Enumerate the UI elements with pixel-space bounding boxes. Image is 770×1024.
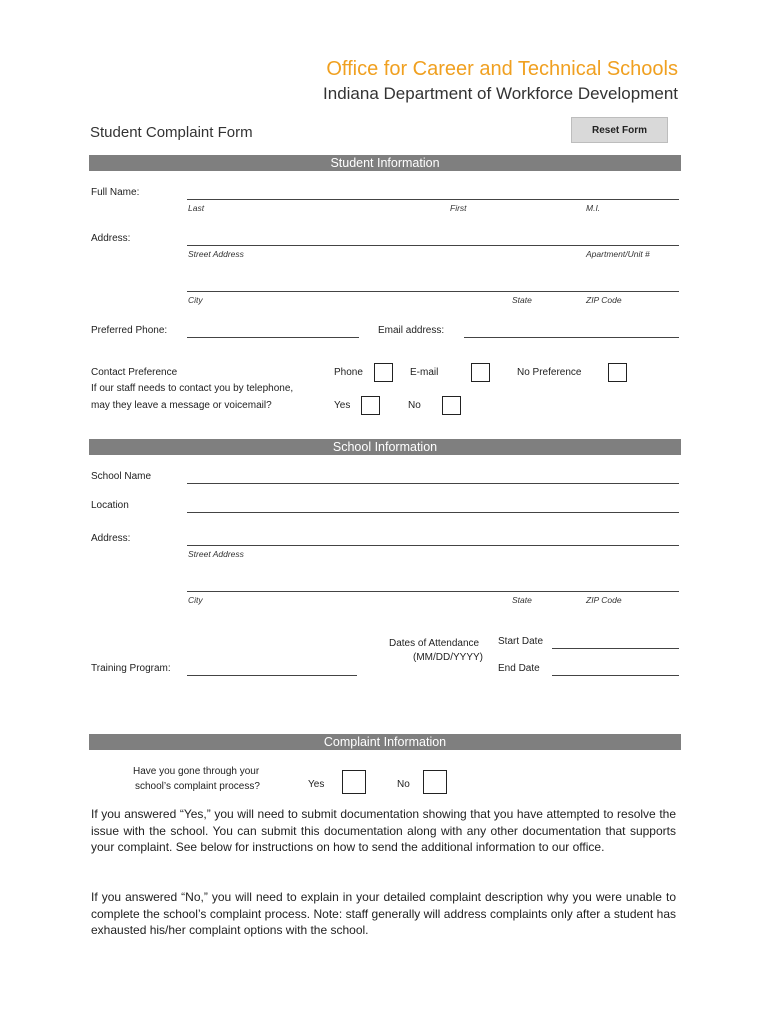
preferred-phone-label: Preferred Phone: [91, 325, 168, 336]
zip-caption: ZIP Code [586, 295, 622, 305]
school-zip-caption: ZIP Code [586, 595, 622, 605]
school-address-label: Address: [91, 533, 131, 544]
apartment-caption: Apartment/Unit # [586, 249, 650, 259]
voicemail-yes-checkbox[interactable] [361, 396, 380, 415]
end-date-field[interactable] [552, 675, 679, 676]
last-name-caption: Last [188, 203, 205, 213]
first-name-caption: First [450, 203, 467, 213]
school-name-label: School Name [91, 471, 152, 482]
complaint-process-question-line2: school’s complaint process? [135, 781, 260, 792]
full-name-label: Full Name: [91, 187, 140, 198]
complaint-information-header: Complaint Information [89, 734, 681, 750]
contact-phone-checkbox[interactable] [374, 363, 393, 382]
school-city-caption: City [188, 595, 203, 605]
email-address-field[interactable] [464, 337, 679, 338]
school-location-field[interactable] [187, 512, 679, 513]
training-program-label: Training Program: [91, 663, 171, 674]
full-name-field[interactable] [187, 199, 679, 200]
complaint-process-yes-label: Yes [308, 779, 325, 790]
school-street-caption: Street Address [188, 549, 244, 559]
start-date-field[interactable] [552, 648, 679, 649]
office-title: Office for Career and Technical Schools [326, 58, 678, 80]
school-street-field[interactable] [187, 545, 679, 546]
school-location-label: Location [91, 500, 129, 511]
end-date-label: End Date [498, 663, 540, 674]
complaint-process-yes-checkbox[interactable] [342, 770, 366, 794]
address-label: Address: [91, 233, 131, 244]
contact-phone-label: Phone [334, 367, 363, 378]
voicemail-yes-label: Yes [334, 400, 351, 411]
school-city-state-zip-field[interactable] [187, 591, 679, 592]
contact-preference-label: Contact Preference [91, 367, 178, 378]
voicemail-no-checkbox[interactable] [442, 396, 461, 415]
reset-form-button[interactable]: Reset Form [571, 117, 668, 143]
department-title: Indiana Department of Workforce Development [323, 84, 678, 103]
dates-format-label: (MM/DD/YYYY) [413, 652, 483, 663]
dates-of-attendance-label: Dates of Attendance [389, 638, 480, 649]
complaint-process-no-label: No [397, 779, 410, 790]
complaint-process-question-line1: Have you gone through your [133, 766, 260, 777]
state-caption: State [512, 295, 532, 305]
school-name-field[interactable] [187, 483, 679, 484]
voicemail-question-line2: may they leave a message or voicemail? [91, 400, 272, 411]
yes-instructions-paragraph: If you answered “Yes,” you will need to submit documentation showing that you have attempted to resolve the issue with the school. You can submit this documentation along with any other documentation that supports your complaint. See below for instructions on how to send the additional information to our office. [91, 807, 676, 854]
city-state-zip-field[interactable] [187, 291, 679, 292]
complaint-process-no-checkbox[interactable] [423, 770, 447, 794]
city-caption: City [188, 295, 203, 305]
contact-email-checkbox[interactable] [471, 363, 490, 382]
school-information-header: School Information [89, 439, 681, 455]
voicemail-no-label: No [408, 400, 421, 411]
start-date-label: Start Date [498, 636, 544, 647]
contact-email-label: E-mail [410, 367, 439, 378]
training-program-field[interactable] [187, 675, 357, 676]
form-title: Student Complaint Form [90, 124, 253, 141]
middle-initial-caption: M.I. [586, 203, 601, 213]
contact-no-preference-checkbox[interactable] [608, 363, 627, 382]
voicemail-question-line1: If our staff needs to contact you by telephone, [91, 383, 294, 394]
preferred-phone-field[interactable] [187, 337, 359, 338]
email-address-label: Email address: [378, 325, 445, 336]
street-address-caption: Street Address [188, 249, 244, 259]
student-information-header: Student Information [89, 155, 681, 171]
school-state-caption: State [512, 595, 532, 605]
contact-no-preference-label: No Preference [517, 367, 582, 378]
no-instructions-paragraph: If you answered “No,” you will need to explain in your detailed complaint description why you were unable to complete the school’s complaint process. Note: staff generally will address complaints only after a student has exhausted his/her complaint options with the school. [91, 890, 676, 937]
street-address-field[interactable] [187, 245, 679, 246]
